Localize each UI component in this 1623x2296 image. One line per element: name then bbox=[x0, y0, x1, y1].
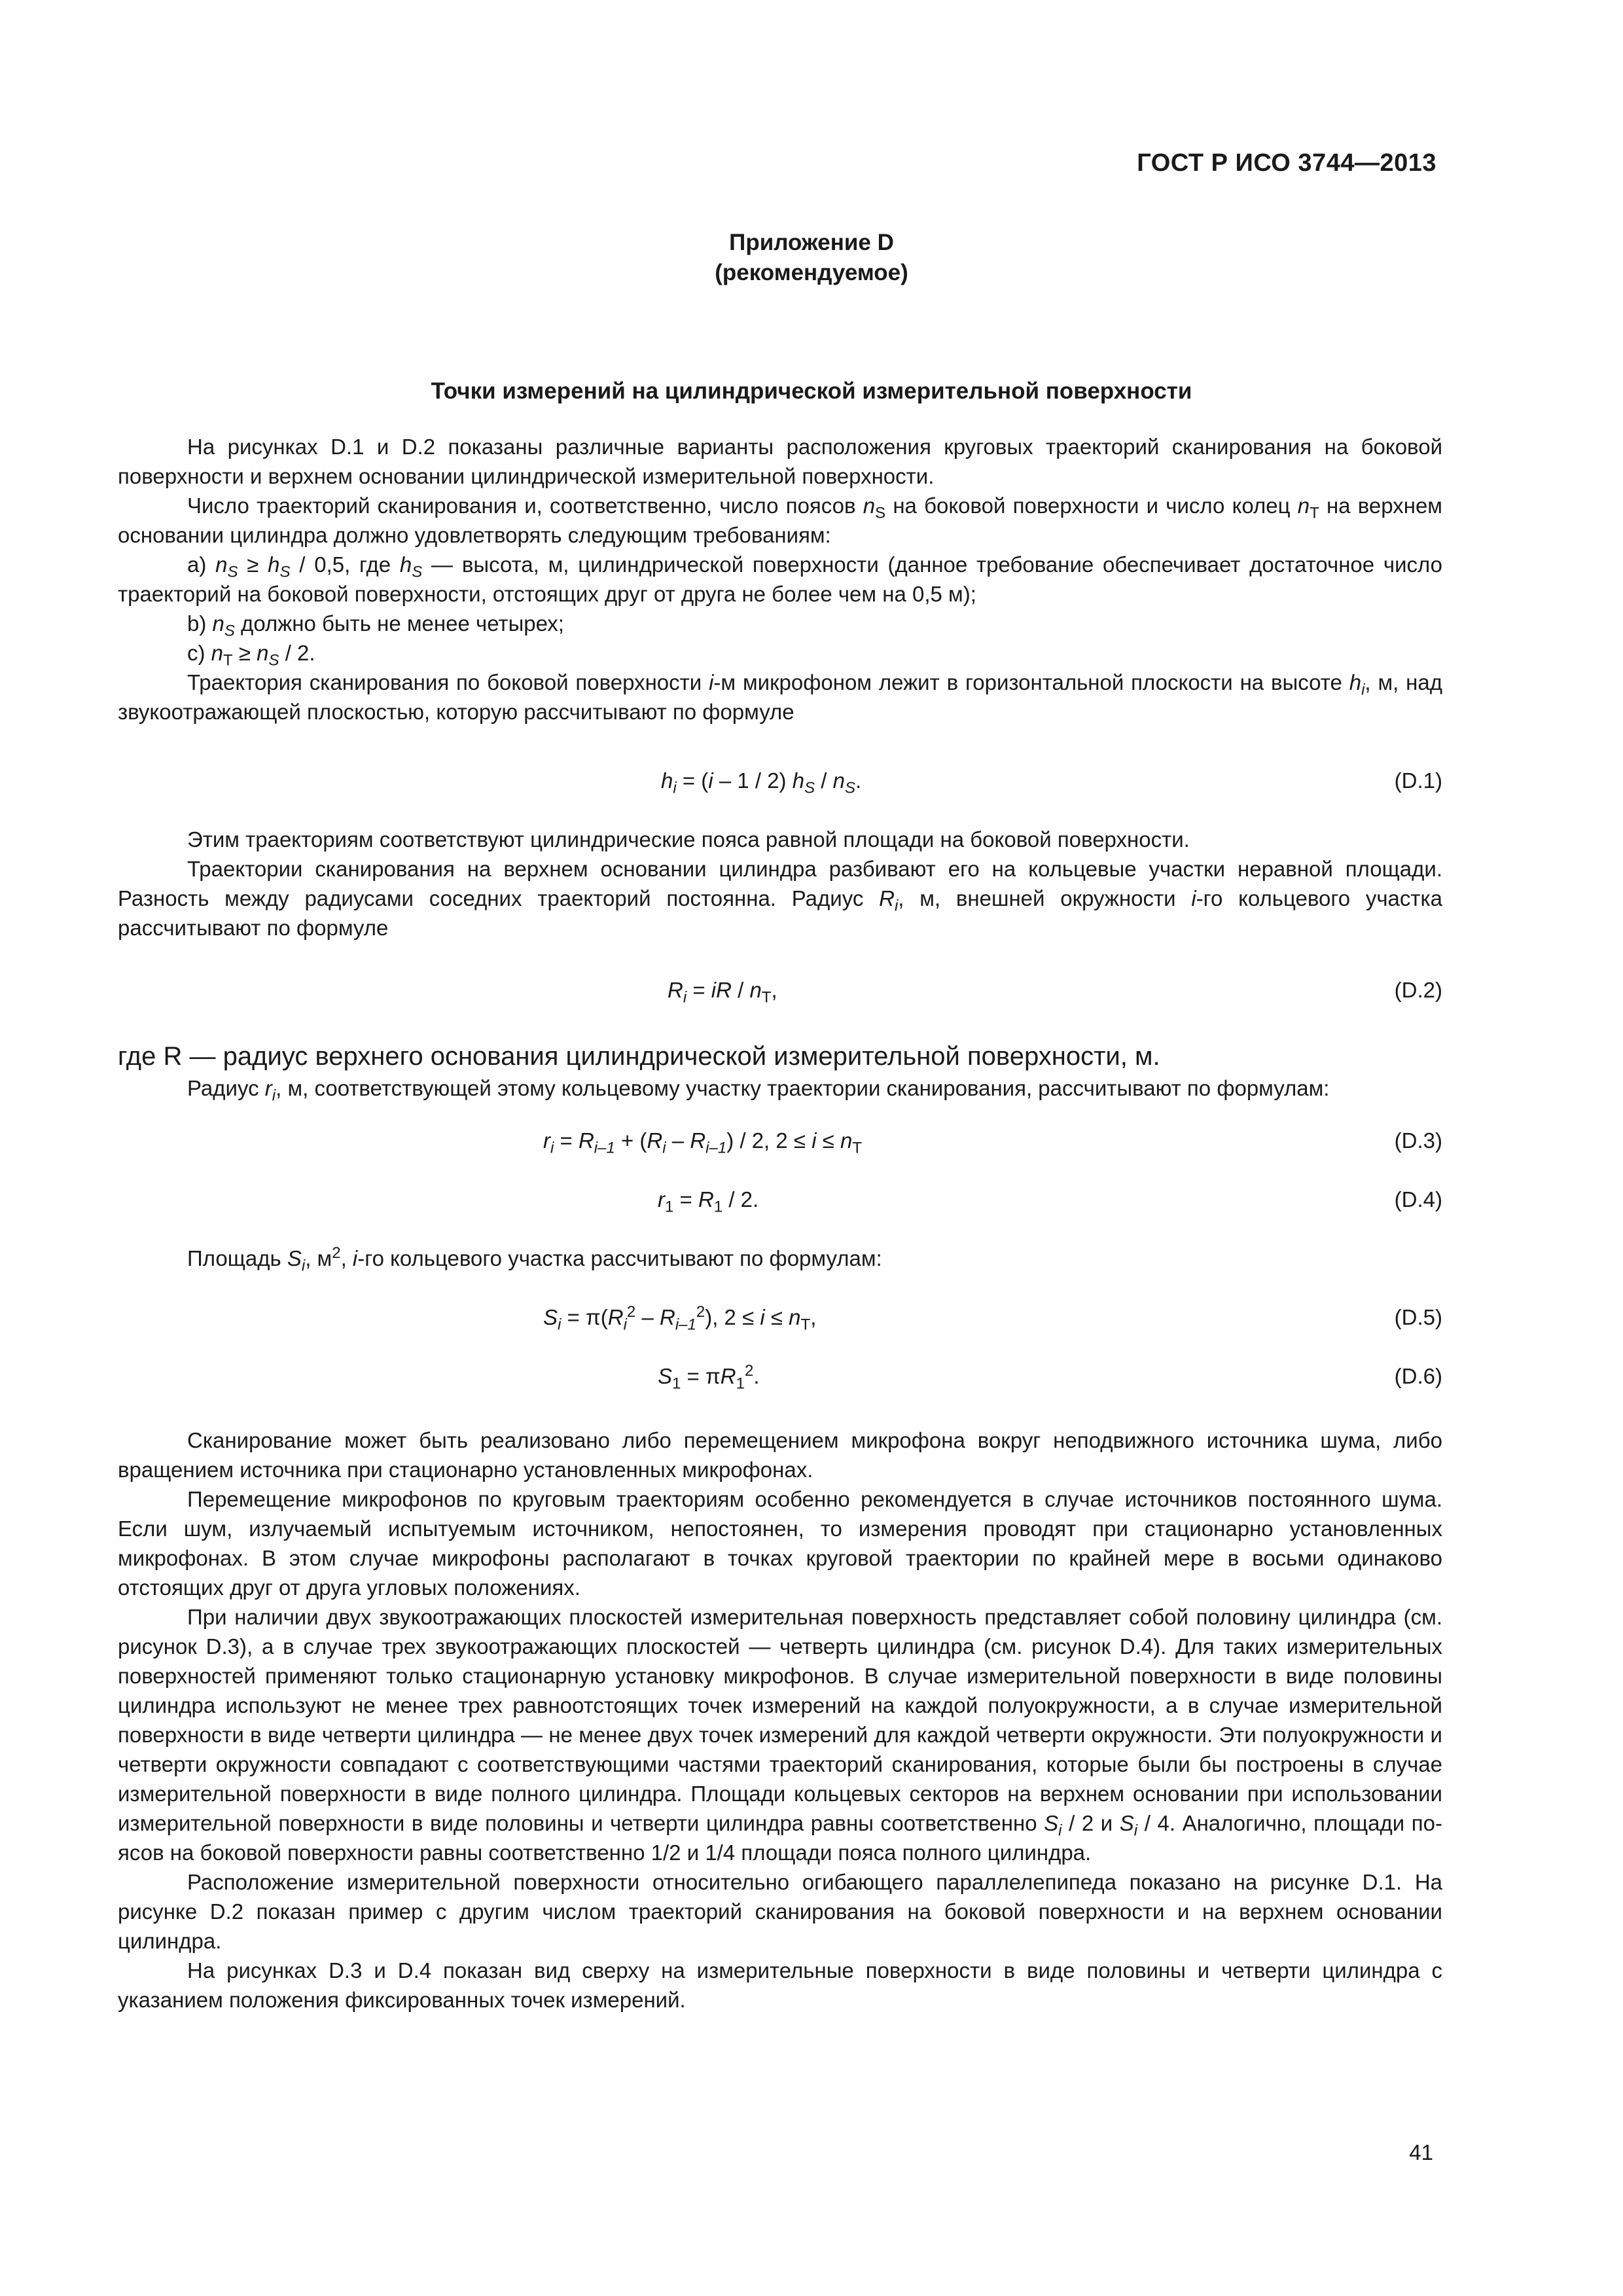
paragraph: Сканирование может быть реализовано либо перемещением микрофона вокруг неподвижного источника шума, либо вращением источника при стационарно установленных микрофонах. bbox=[118, 1428, 1442, 1482]
paragraph: Траектория сканирования по боковой поверхности i-м микрофоном лежит в горизонтальной плоскости на высоте $h_i$, м, над звукоотражающей плоскостью, которую рассчитывают по формуле bbox=[118, 670, 1442, 724]
document-code: ГОСТ Р ИСО 3744—2013 bbox=[1137, 149, 1436, 177]
annex-status: (рекомендуемое) bbox=[715, 260, 908, 285]
paragraph: Траектории сканирования на верхнем основании цилиндра разбивают его на кольцевые участки неравной площади. Разность между радиусами соседних траекторий постоянна. Радиус $R_i$, м, внешней окружности i-го кольцевого участка рассчитывают по формуле bbox=[118, 857, 1442, 940]
body-block-4 bbox=[118, 1244, 1442, 1273]
equation-number: (D.5) bbox=[1394, 1305, 1442, 1329]
paragraph: При наличии двух звукоотражающих плоскостей измерительная поверхность представляет собой половину цилиндра (см. рисунок D.3), а в случае трех звукоотражающих плоскостей — четверть цилиндра (см. рисунок D.4). Для таких измерительных поверхностей применяют только стационарную установку микрофонов. В случае измерительной поверхности в виде половины цилиндра используют не менее трех равноотстоящих точек измерений на каждой полуокружности, а в случае измерительной поверхности в виде четверти цилиндра — не менее двух точек измерений для каждой четверти окружности. Эти полуокружности и четверти окружности совпадают с соответствующими частями траекторий сканирования, которые были бы построены в случае измерительной поверхности в виде полного цилиндра. Площади кольцевых секторов на верхнем основании при использовании измерительной поверхности в виде половины и четверти цилиндра равны соответственно $S_i / 2$ и $S_i / 4$. Аналогично, площади поясов на боковой поверхности равны соответственно 1/2 и 1/4 площади пояса полного цилиндра. bbox=[118, 1605, 1442, 1865]
body-block-5 bbox=[118, 1426, 1442, 2015]
requirement-c: c) $n_T \ge n_S / 2$. bbox=[187, 641, 315, 670]
equation-number: (D.4) bbox=[1394, 1187, 1442, 1211]
formula-d2: $R_i$ = iR / $n_T$, bbox=[668, 978, 777, 1007]
equation-d2 bbox=[118, 975, 1442, 1005]
paragraph: Перемещение микрофонов по круговым траекториям особенно рекомендуется в случае источников постоянного шума. Если шум, излучаемый испытуемым источником, непостоянен, то измерения проводят при стационарно установленных микрофонах. В этом случае микрофоны располагают в точках круговой траектории по крайней мере в восьми одинаково отстоящих друг от друга угловых положениях. bbox=[118, 1487, 1442, 1600]
paragraph: Площадь $S_i$, $м^2$, i-го кольцевого участка рассчитывают по формулам: bbox=[187, 1244, 882, 1275]
equation-d5 bbox=[118, 1302, 1442, 1332]
formula-d3: $r_i = R_{i-1} + (R_i - R_{i-1}) / 2$, $2 \le i \le n_T$ bbox=[543, 1128, 863, 1157]
requirement-a: а) $n_S \ge h_S / 0,5$, где $h_S$ — высота, м, цилиндрической поверхности (данное требование обеспечивает достаточное число траекторий на боковой поверхности, отстоящих друг от друга не более чем на 0,5 м); bbox=[118, 552, 1442, 606]
where-definition: где R — радиус верхнего основания цилиндрической измерительной поверхности, м. bbox=[118, 1042, 1160, 1071]
body-block-2 bbox=[118, 825, 1442, 942]
page-number: 41 bbox=[1409, 2140, 1433, 2164]
equation-number: (D.3) bbox=[1394, 1128, 1442, 1153]
annex-heading bbox=[0, 228, 1623, 288]
annex-title: Приложение D bbox=[729, 230, 894, 255]
equation-d4 bbox=[118, 1185, 1442, 1214]
formula-d6: $S_1 = \pi R_1^2$. bbox=[658, 1362, 760, 1393]
paragraph: Число траекторий сканирования и, соответственно, число поясов $n_S$ на боковой поверхности и число колец $n_T$ на верхнем основании цилиндра должно удовлетворять следующим требованиям: bbox=[118, 493, 1442, 547]
paragraph: Этим траекториям соответствуют цилиндрические пояса равной площади на боковой поверхности. bbox=[187, 827, 1190, 852]
formula-d1: $h_i = (i - 1 / 2)$ $h_S / n_S$. bbox=[661, 768, 862, 797]
body-block-1 bbox=[118, 432, 1442, 726]
paragraph: На рисунках D.1 и D.2 показаны различные варианты расположения круговых траекторий сканирования на боковой поверхности и верхнем основании цилиндрической измерительной поверхности. bbox=[118, 435, 1442, 488]
equation-number: (D.2) bbox=[1394, 978, 1442, 1002]
paragraph: Расположение измерительной поверхности относительно огибающего параллелепипеда показано на рисунке D.1. На рисунке D.2 показан пример с другим числом траекторий сканирования на боковой поверхности и на верхнем основании цилиндра. bbox=[118, 1870, 1442, 1953]
body-block-3 bbox=[118, 1039, 1442, 1103]
paragraph: Радиус $r_i$, м, соответствующей этому кольцевому участку траектории сканирования, рассчитывают по формулам: bbox=[187, 1076, 1330, 1105]
equation-number: (D.1) bbox=[1394, 768, 1442, 793]
paragraph: На рисунках D.3 и D.4 показан вид сверху на измерительные поверхности в виде половины и четверти цилиндра с указанием положения фиксированных точек измерений. bbox=[118, 1958, 1442, 2012]
equation-d6 bbox=[118, 1361, 1442, 1391]
equation-number: (D.6) bbox=[1394, 1364, 1442, 1388]
formula-d4: $r_1 = R_1 / 2$. bbox=[658, 1187, 759, 1216]
section-title: Точки измерений на цилиндрической измерительной поверхности bbox=[431, 378, 1192, 404]
equation-d1 bbox=[118, 766, 1442, 795]
requirement-b: b) $n_S$ должно быть не менее четырех; bbox=[187, 611, 564, 640]
equation-d3 bbox=[118, 1126, 1442, 1155]
formula-d5: $S_i = \pi(R_i^2 - R_{i-1}^2)$, $2 \le i \le n_T$, bbox=[543, 1303, 817, 1334]
